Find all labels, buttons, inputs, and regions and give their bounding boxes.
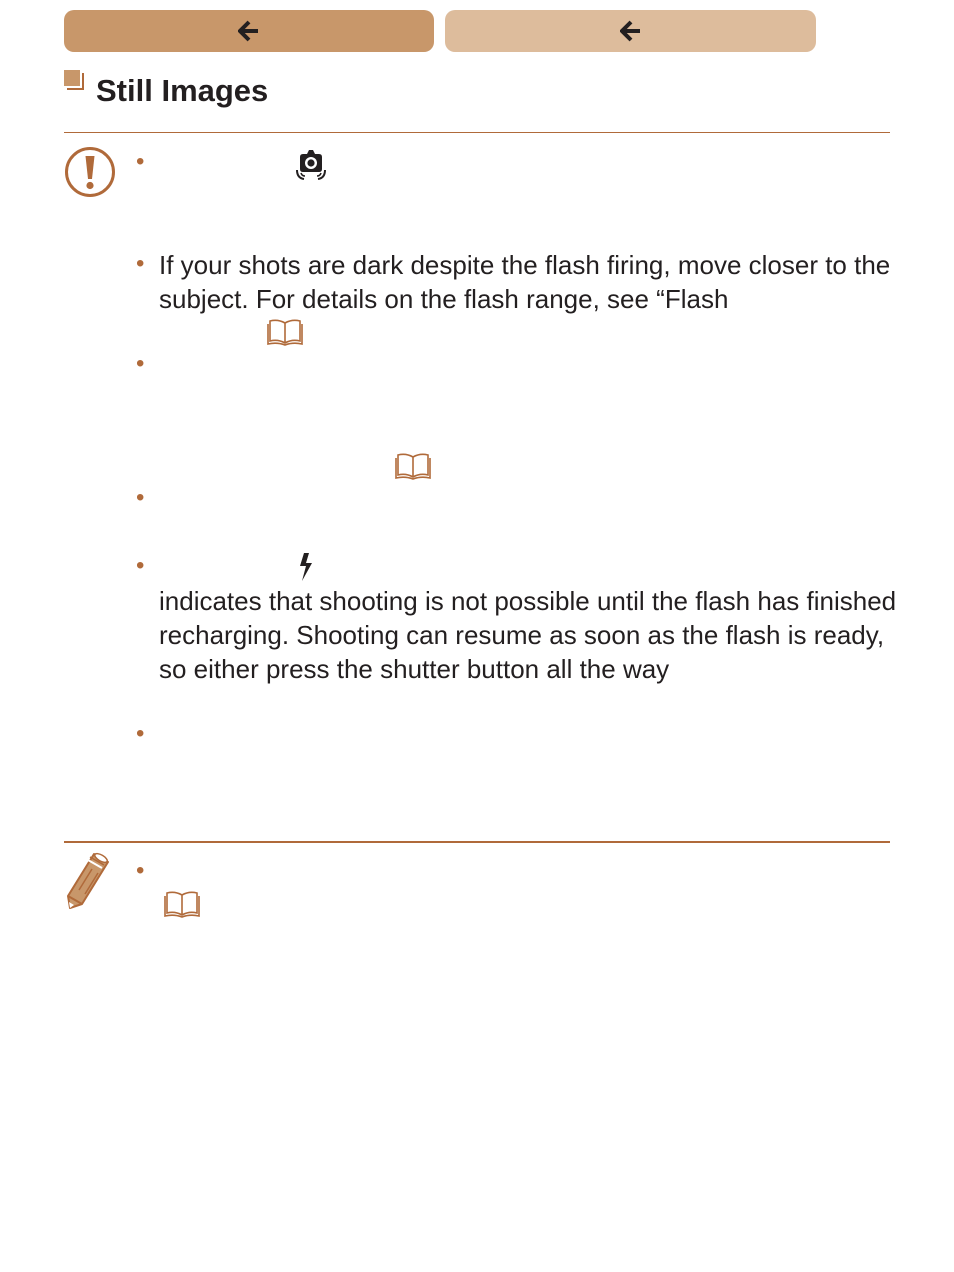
section-marker-icon [64,70,84,90]
book-reference-icon[interactable] [267,318,303,346]
divider [64,132,890,133]
bullet: • [136,484,145,511]
divider [64,841,890,843]
bullet: • [136,857,145,884]
camera-shake-icon [294,148,328,182]
caution-item-text: If your shots are dark despite the flash firing, move closer to the subject. For details on the flash range, see “Flash [159,250,891,314]
arrow-left-icon [620,20,642,42]
previous-page-button[interactable] [64,10,434,52]
book-reference-icon[interactable] [164,890,200,918]
bullet: • [136,552,145,579]
caution-icon [64,146,116,198]
back-button[interactable] [445,10,816,52]
flash-icon [295,552,315,582]
bullet: • [136,350,145,377]
caution-item-text: indicates that shooting is not possible until the flash has finished recharging. Shooting can resume as soon as the flash is ready, so either press the shutter button all the way [159,586,897,684]
arrow-left-icon [238,20,260,42]
book-reference-icon[interactable] [395,452,431,480]
bullet: • [136,720,145,747]
section-title: Still Images [96,73,269,108]
bullet: • [136,148,145,175]
bullet: • [136,250,145,277]
pencil-icon [64,852,114,910]
